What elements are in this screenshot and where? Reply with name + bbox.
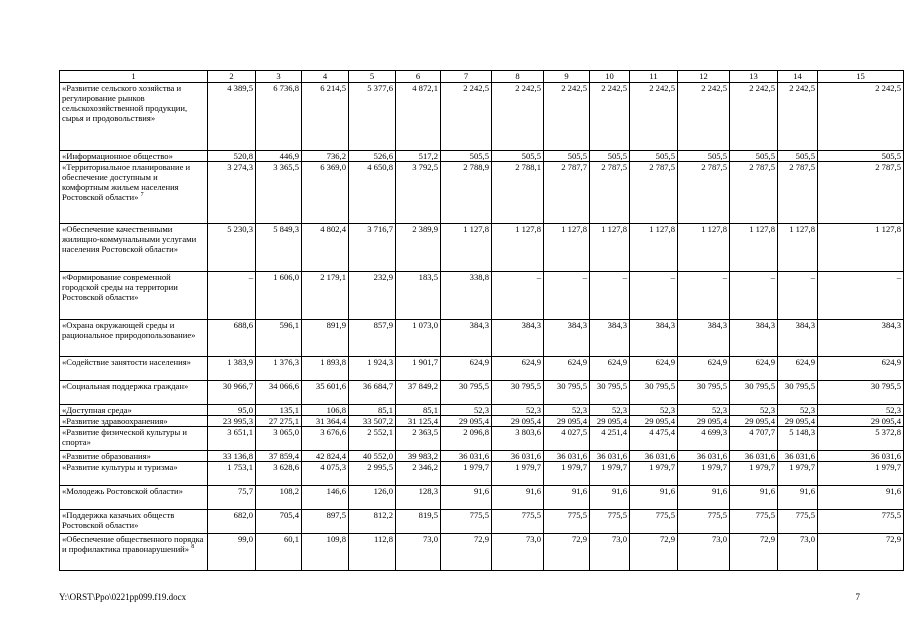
footnote-marker: 8 (191, 544, 195, 551)
value-cell: 4 075,3 (302, 462, 349, 486)
table-row (60, 462, 904, 486)
table-row (60, 416, 904, 427)
value-cell: 857,9 (349, 320, 396, 357)
value-cell: 1 127,8 (818, 224, 904, 272)
value-cell: 736,2 (302, 151, 349, 162)
value-cell: 73,0 (778, 534, 818, 571)
value-cell: – (544, 272, 590, 320)
value-cell: 52,3 (730, 405, 778, 416)
value-cell: 52,3 (630, 405, 678, 416)
value-cell: 30 966,7 (208, 381, 256, 405)
value-cell: 384,3 (590, 320, 630, 357)
value-cell: 29 095,4 (544, 416, 590, 427)
program-name (60, 320, 208, 357)
value-cell: 384,3 (730, 320, 778, 357)
value-cell: 3 676,6 (302, 427, 349, 451)
value-cell: 624,9 (441, 357, 492, 381)
program-name-text: «Информационное общество» (62, 151, 173, 161)
value-cell: 72,9 (630, 534, 678, 571)
value-cell: 30 795,5 (818, 381, 904, 405)
table-row (60, 427, 904, 451)
value-cell: 1 127,8 (441, 224, 492, 272)
value-cell: 1 979,7 (590, 462, 630, 486)
value-cell: 3 716,7 (349, 224, 396, 272)
value-cell: 624,9 (778, 357, 818, 381)
table-row (60, 224, 904, 272)
value-cell: 37 849,2 (396, 381, 441, 405)
value-cell: 1 979,7 (441, 462, 492, 486)
value-cell: 232,9 (349, 272, 396, 320)
value-cell: 29 095,4 (492, 416, 544, 427)
value-cell: 4 872,1 (396, 83, 441, 151)
value-cell: 2 242,5 (441, 83, 492, 151)
value-cell: 505,5 (441, 151, 492, 162)
value-cell: 37 859,4 (256, 451, 302, 462)
value-cell: 775,5 (441, 510, 492, 534)
value-cell: 52,3 (441, 405, 492, 416)
program-name-text: «Молодежь Ростовской области» (62, 486, 183, 496)
value-cell: 99,0 (208, 534, 256, 571)
program-name-text: «Обеспечение качественными жилищно-коммунальными услугами населения Ростовской области» (62, 224, 197, 254)
program-name (60, 510, 208, 534)
value-cell: 29 095,4 (818, 416, 904, 427)
value-cell: 4 027,5 (544, 427, 590, 451)
program-name-text: «Развитие здравоохранения» (62, 416, 168, 426)
value-cell: 1 073,0 (396, 320, 441, 357)
table-row (60, 451, 904, 462)
value-cell: 775,5 (492, 510, 544, 534)
program-name (60, 272, 208, 320)
program-name (60, 427, 208, 451)
column-number: 5 (349, 71, 396, 83)
value-cell: 384,3 (778, 320, 818, 357)
value-cell: 624,9 (818, 357, 904, 381)
value-cell: 1 979,7 (492, 462, 544, 486)
value-cell: 52,3 (492, 405, 544, 416)
value-cell: 36 031,6 (678, 451, 730, 462)
value-cell: 72,9 (441, 534, 492, 571)
table-row (60, 151, 904, 162)
value-cell: 29 095,4 (590, 416, 630, 427)
value-cell: 2 242,5 (818, 83, 904, 151)
value-cell: 30 795,5 (778, 381, 818, 405)
value-cell: 384,3 (818, 320, 904, 357)
value-cell: 73,0 (590, 534, 630, 571)
value-cell: – (778, 272, 818, 320)
value-cell: 624,9 (730, 357, 778, 381)
value-cell: 23 995,3 (208, 416, 256, 427)
value-cell: 682,0 (208, 510, 256, 534)
footnote-marker: 7 (140, 192, 144, 199)
value-cell: 112,8 (349, 534, 396, 571)
value-cell: 775,5 (590, 510, 630, 534)
value-cell: 624,9 (492, 357, 544, 381)
value-cell: 2 242,5 (492, 83, 544, 151)
program-name (60, 416, 208, 427)
column-number: 11 (630, 71, 678, 83)
program-name-text: «Поддержка казачьих обществ Ростовской области» (62, 510, 175, 530)
value-cell: 72,9 (544, 534, 590, 571)
value-cell: 2 242,5 (778, 83, 818, 151)
value-cell: 2 242,5 (590, 83, 630, 151)
value-cell: 42 824,4 (302, 451, 349, 462)
table-row (60, 162, 904, 224)
value-cell: 1 383,9 (208, 357, 256, 381)
value-cell: 2 242,5 (544, 83, 590, 151)
program-name-text: «Охрана окружающей среды и рациональное природопользование» (62, 320, 196, 340)
value-cell: 85,1 (396, 405, 441, 416)
value-cell: 36 031,6 (630, 451, 678, 462)
table-row (60, 320, 904, 357)
value-cell: 520,8 (208, 151, 256, 162)
value-cell: 36 031,6 (492, 451, 544, 462)
value-cell: 2 096,8 (441, 427, 492, 451)
value-cell: 29 095,4 (441, 416, 492, 427)
value-cell: 891,9 (302, 320, 349, 357)
value-cell: 1 979,7 (818, 462, 904, 486)
program-name-text: «Развитие образования» (62, 451, 151, 461)
value-cell: 4 475,4 (630, 427, 678, 451)
value-cell: 29 095,4 (630, 416, 678, 427)
column-number: 12 (678, 71, 730, 83)
value-cell: 73,0 (396, 534, 441, 571)
value-cell: 31 364,4 (302, 416, 349, 427)
value-cell: 91,6 (730, 486, 778, 510)
column-number: 4 (302, 71, 349, 83)
value-cell: 34 066,6 (256, 381, 302, 405)
value-cell: 126,0 (349, 486, 396, 510)
value-cell: – (590, 272, 630, 320)
value-cell: – (630, 272, 678, 320)
value-cell: 705,4 (256, 510, 302, 534)
value-cell: 1 127,8 (730, 224, 778, 272)
value-cell: 4 650,8 (349, 162, 396, 224)
value-cell: 3 065,0 (256, 427, 302, 451)
program-name (60, 534, 208, 571)
value-cell: 39 983,2 (396, 451, 441, 462)
value-cell: 2 242,5 (630, 83, 678, 151)
value-cell: 2 788,1 (492, 162, 544, 224)
value-cell: 3 628,6 (256, 462, 302, 486)
value-cell: 505,5 (544, 151, 590, 162)
value-cell: 4 802,4 (302, 224, 349, 272)
value-cell: 36 684,7 (349, 381, 396, 405)
value-cell: 505,5 (678, 151, 730, 162)
program-name-text: «Развитие культуры и туризма» (62, 462, 178, 472)
program-name (60, 381, 208, 405)
value-cell: 91,6 (441, 486, 492, 510)
program-name (60, 357, 208, 381)
value-cell: 183,5 (396, 272, 441, 320)
value-cell: 109,8 (302, 534, 349, 571)
value-cell: 3 365,5 (256, 162, 302, 224)
value-cell: 505,5 (778, 151, 818, 162)
value-cell: 1 979,7 (678, 462, 730, 486)
value-cell: 505,5 (492, 151, 544, 162)
value-cell: 517,2 (396, 151, 441, 162)
column-number: 1 (60, 71, 208, 83)
value-cell: 1 127,8 (778, 224, 818, 272)
value-cell: 775,5 (630, 510, 678, 534)
value-cell: 5 148,3 (778, 427, 818, 451)
value-cell: 2 787,5 (778, 162, 818, 224)
value-cell: 5 372,8 (818, 427, 904, 451)
column-number: 7 (441, 71, 492, 83)
column-number: 6 (396, 71, 441, 83)
value-cell: 2 346,2 (396, 462, 441, 486)
value-cell: 1 901,7 (396, 357, 441, 381)
value-cell: 4 699,3 (678, 427, 730, 451)
program-name (60, 162, 208, 224)
program-name (60, 451, 208, 462)
value-cell: 2 787,5 (590, 162, 630, 224)
value-cell: – (678, 272, 730, 320)
value-cell: 30 795,5 (492, 381, 544, 405)
program-name (60, 224, 208, 272)
value-cell: 91,6 (590, 486, 630, 510)
value-cell: 91,6 (544, 486, 590, 510)
value-cell: 1 979,7 (544, 462, 590, 486)
value-cell: 775,5 (730, 510, 778, 534)
value-cell: 775,5 (678, 510, 730, 534)
value-cell: 2 787,5 (730, 162, 778, 224)
value-cell: 91,6 (818, 486, 904, 510)
value-cell: 1 893,8 (302, 357, 349, 381)
table-row (60, 534, 904, 571)
budget-table (59, 70, 904, 571)
value-cell: 72,9 (818, 534, 904, 571)
value-cell: 52,3 (544, 405, 590, 416)
value-cell: 688,6 (208, 320, 256, 357)
value-cell: 2 242,5 (678, 83, 730, 151)
value-cell: 3 803,6 (492, 427, 544, 451)
value-cell: 91,6 (678, 486, 730, 510)
value-cell: 526,6 (349, 151, 396, 162)
value-cell: 33 136,8 (208, 451, 256, 462)
value-cell: 30 795,5 (678, 381, 730, 405)
value-cell: 505,5 (630, 151, 678, 162)
value-cell: 30 795,5 (590, 381, 630, 405)
value-cell: 384,3 (678, 320, 730, 357)
value-cell: 52,3 (818, 405, 904, 416)
value-cell: 52,3 (778, 405, 818, 416)
table-row (60, 510, 904, 534)
value-cell: 29 095,4 (778, 416, 818, 427)
value-cell: 2 363,5 (396, 427, 441, 451)
value-cell: 30 795,5 (730, 381, 778, 405)
value-cell: 1 753,1 (208, 462, 256, 486)
value-cell: 1 376,3 (256, 357, 302, 381)
value-cell: 2 787,5 (630, 162, 678, 224)
program-name (60, 405, 208, 416)
value-cell: 6 214,5 (302, 83, 349, 151)
value-cell: 1 979,7 (630, 462, 678, 486)
program-name-text: «Территориальное планирование и обеспечение доступным и комфортным жильем населения Ростовской области» (62, 162, 191, 202)
value-cell: 2 787,5 (818, 162, 904, 224)
value-cell: 91,6 (630, 486, 678, 510)
value-cell: 505,5 (590, 151, 630, 162)
value-cell: 85,1 (349, 405, 396, 416)
table-row (60, 272, 904, 320)
program-name-text: «Формирование современной городской среды на территории Ростовской области» (62, 272, 178, 302)
value-cell: 2 179,1 (302, 272, 349, 320)
value-cell: 1 127,8 (630, 224, 678, 272)
value-cell: 33 507,2 (349, 416, 396, 427)
value-cell: 2 787,5 (678, 162, 730, 224)
value-cell: 819,5 (396, 510, 441, 534)
column-number: 9 (544, 71, 590, 83)
value-cell: 2 242,5 (730, 83, 778, 151)
page-number: 7 (855, 592, 860, 602)
program-name-text: «Доступная среда» (62, 405, 132, 415)
program-name (60, 462, 208, 486)
value-cell: 1 127,8 (678, 224, 730, 272)
value-cell: 3 792,5 (396, 162, 441, 224)
program-name-text: «Обеспечение общественного порядка и профилактика правонарушений» (62, 534, 204, 554)
value-cell: 135,1 (256, 405, 302, 416)
value-cell: 384,3 (544, 320, 590, 357)
value-cell: 624,9 (590, 357, 630, 381)
program-name (60, 151, 208, 162)
value-cell: 6 736,8 (256, 83, 302, 151)
value-cell: 146,6 (302, 486, 349, 510)
value-cell: 624,9 (678, 357, 730, 381)
value-cell: – (818, 272, 904, 320)
value-cell: 2 788,9 (441, 162, 492, 224)
column-number: 3 (256, 71, 302, 83)
value-cell: 30 795,5 (544, 381, 590, 405)
value-cell: 91,6 (778, 486, 818, 510)
column-number: 13 (730, 71, 778, 83)
value-cell: 4 707,7 (730, 427, 778, 451)
value-cell: 5 849,3 (256, 224, 302, 272)
value-cell: 73,0 (492, 534, 544, 571)
value-cell: 624,9 (630, 357, 678, 381)
value-cell: 75,7 (208, 486, 256, 510)
value-cell: 60,1 (256, 534, 302, 571)
value-cell: 775,5 (778, 510, 818, 534)
footer-file-path: Y:\ORST\Ppo\0221pp099.f19.docx (59, 592, 187, 602)
program-name (60, 83, 208, 151)
table-header-row (60, 71, 904, 83)
program-name-text: «Социальная поддержка граждан» (62, 381, 189, 391)
value-cell: 108,2 (256, 486, 302, 510)
program-name-text: «Развитие сельского хозяйства и регулирование рынков сельскохозяйственной продукции, сырья и продовольствия» (62, 83, 188, 123)
value-cell: 2 389,9 (396, 224, 441, 272)
value-cell: 52,3 (590, 405, 630, 416)
value-cell: 4 389,5 (208, 83, 256, 151)
value-cell: 36 031,6 (441, 451, 492, 462)
program-name-text: «Развитие физической культуры и спорта» (62, 427, 187, 447)
value-cell: – (208, 272, 256, 320)
value-cell: 52,3 (678, 405, 730, 416)
value-cell: 624,9 (544, 357, 590, 381)
value-cell: 128,3 (396, 486, 441, 510)
value-cell: 5 377,6 (349, 83, 396, 151)
value-cell: 29 095,4 (730, 416, 778, 427)
value-cell: 30 795,5 (441, 381, 492, 405)
value-cell: 775,5 (544, 510, 590, 534)
value-cell: 36 031,6 (590, 451, 630, 462)
column-number: 10 (590, 71, 630, 83)
column-number: 8 (492, 71, 544, 83)
value-cell: 2 787,7 (544, 162, 590, 224)
table-row (60, 83, 904, 151)
value-cell: 72,9 (730, 534, 778, 571)
value-cell: 384,3 (630, 320, 678, 357)
value-cell: 2 552,1 (349, 427, 396, 451)
value-cell: – (492, 272, 544, 320)
table-row (60, 381, 904, 405)
value-cell: 29 095,4 (678, 416, 730, 427)
column-number: 14 (778, 71, 818, 83)
value-cell: 2 995,5 (349, 462, 396, 486)
value-cell: 384,3 (441, 320, 492, 357)
value-cell: 36 031,6 (778, 451, 818, 462)
value-cell: 91,6 (492, 486, 544, 510)
value-cell: – (730, 272, 778, 320)
value-cell: 1 979,7 (730, 462, 778, 486)
value-cell: 73,0 (678, 534, 730, 571)
value-cell: 3 651,1 (208, 427, 256, 451)
value-cell: 1 924,3 (349, 357, 396, 381)
value-cell: 6 369,0 (302, 162, 349, 224)
value-cell: 3 274,3 (208, 162, 256, 224)
table-row (60, 405, 904, 416)
value-cell: 1 127,8 (492, 224, 544, 272)
program-name (60, 486, 208, 510)
value-cell: 505,5 (818, 151, 904, 162)
value-cell: 775,5 (818, 510, 904, 534)
value-cell: 338,8 (441, 272, 492, 320)
program-name-text: «Содействие занятости населения» (62, 357, 191, 367)
value-cell: 812,2 (349, 510, 396, 534)
value-cell: 897,5 (302, 510, 349, 534)
value-cell: 1 979,7 (778, 462, 818, 486)
value-cell: 1 127,8 (590, 224, 630, 272)
value-cell: 505,5 (730, 151, 778, 162)
value-cell: 5 230,3 (208, 224, 256, 272)
value-cell: 446,9 (256, 151, 302, 162)
value-cell: 36 031,6 (730, 451, 778, 462)
value-cell: 1 127,8 (544, 224, 590, 272)
column-number: 2 (208, 71, 256, 83)
value-cell: 40 552,0 (349, 451, 396, 462)
value-cell: 1 606,0 (256, 272, 302, 320)
value-cell: 36 031,6 (818, 451, 904, 462)
value-cell: 4 251,4 (590, 427, 630, 451)
value-cell: 27 275,1 (256, 416, 302, 427)
value-cell: 106,8 (302, 405, 349, 416)
value-cell: 31 125,4 (396, 416, 441, 427)
value-cell: 384,3 (492, 320, 544, 357)
value-cell: 30 795,5 (630, 381, 678, 405)
table-row (60, 357, 904, 381)
column-number: 15 (818, 71, 904, 83)
value-cell: 596,1 (256, 320, 302, 357)
value-cell: 95,0 (208, 405, 256, 416)
table-row (60, 486, 904, 510)
value-cell: 35 601,6 (302, 381, 349, 405)
value-cell: 36 031,6 (544, 451, 590, 462)
